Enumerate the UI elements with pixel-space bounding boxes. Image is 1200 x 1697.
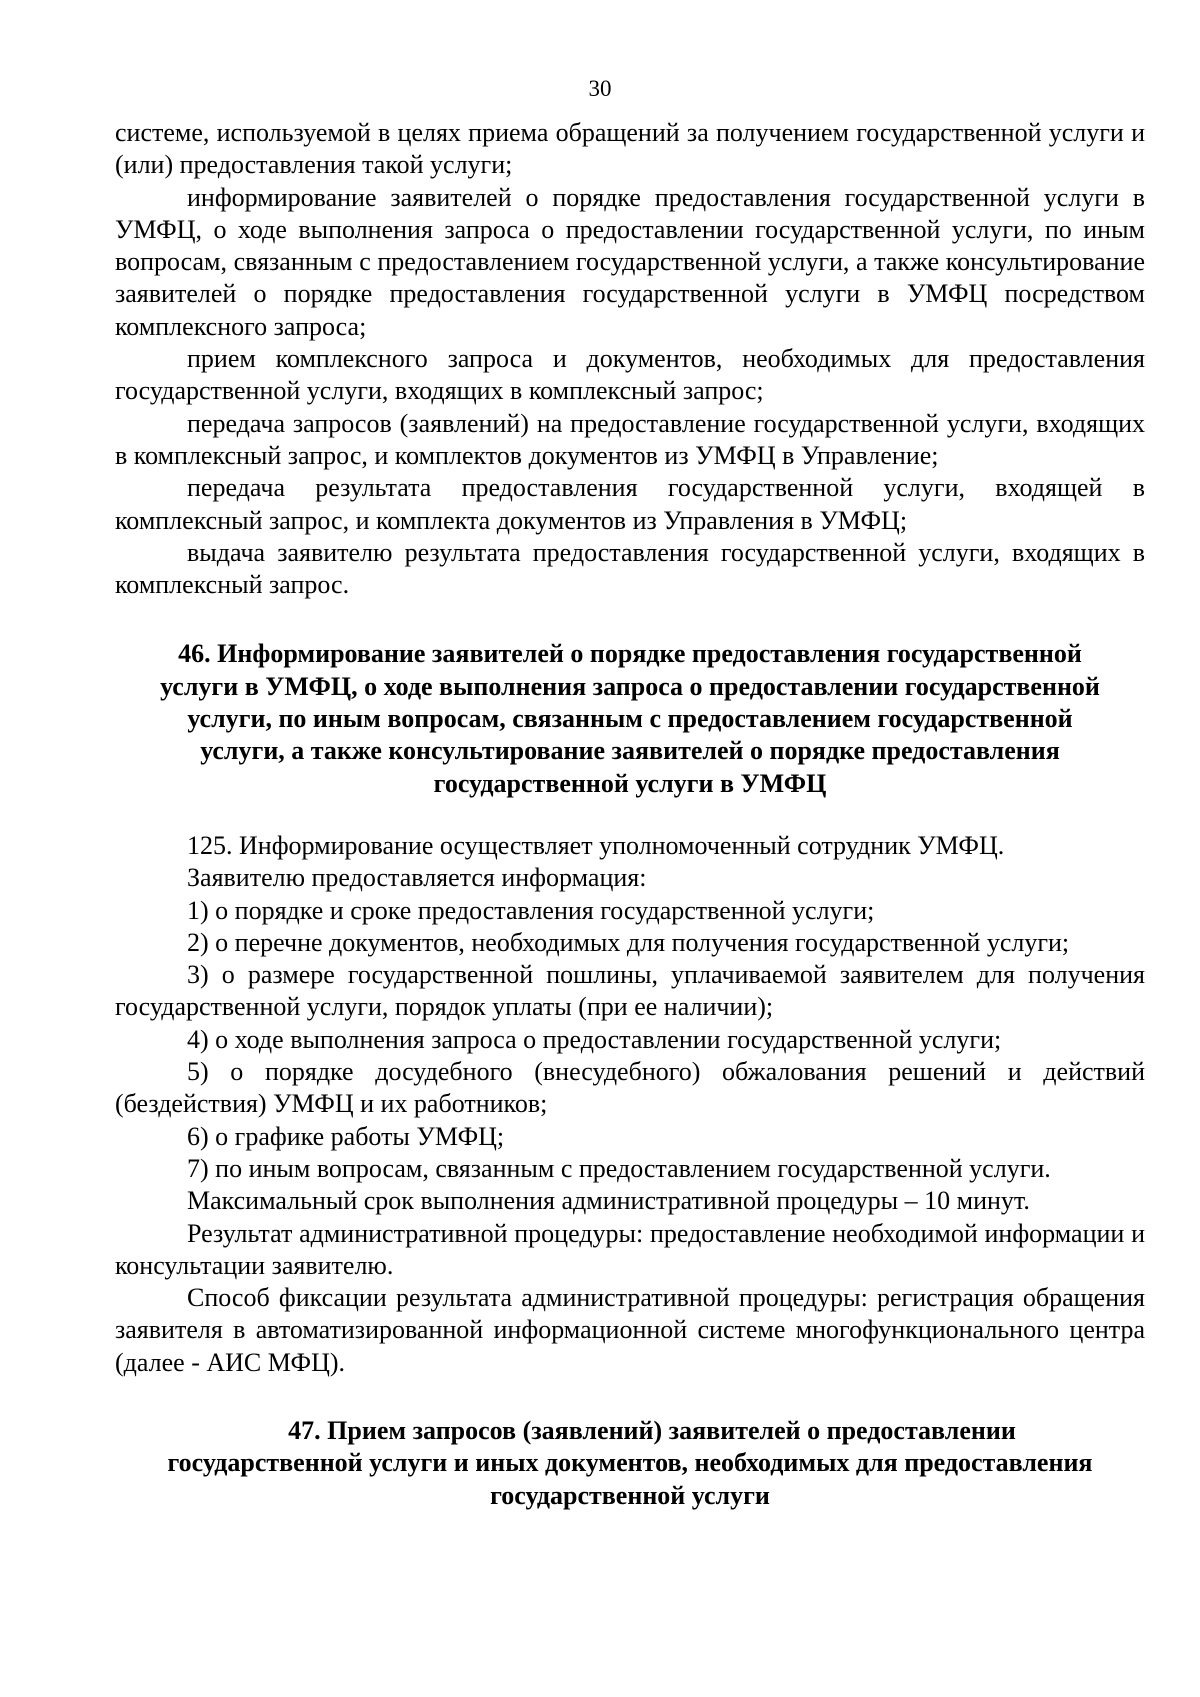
intro-paragraph-reception: прием комплексного запроса и документов, необходимых для предоставления государственной услуги, входящих в комплексный запрос; bbox=[115, 344, 1145, 406]
page-number: 30 bbox=[588, 76, 612, 101]
list-item-3: 3) о размере государственной пошлины, уплачиваемой заявителем для получения государственной услуги, порядок уплаты (при ее наличии); bbox=[115, 960, 1145, 1022]
section-46-heading bbox=[115, 638, 1145, 799]
list-item-7: 7) по иным вопросам, связанным с предоставлением государственной услуги. bbox=[187, 1153, 1051, 1183]
paragraph-info-intro: Заявителю предоставляется информация: bbox=[187, 863, 647, 893]
heading-line: государственной услуги и иных документов, необходимых для предоставления bbox=[167, 1448, 1093, 1478]
heading-line: услуги, а также консультирование заявителей о порядке предоставления bbox=[200, 736, 1060, 766]
list-item-4: 4) о ходе выполнения запроса о предоставлении государственной услуги; bbox=[187, 1024, 1002, 1054]
heading-line: 47. Прием запросов (заявлений) заявителей о предоставлении bbox=[288, 1415, 1016, 1445]
heading-line: государственной услуги в УМФЦ bbox=[433, 768, 827, 798]
list-item-2: 2) о перечне документов, необходимых для получения государственной услуги; bbox=[187, 927, 1070, 957]
document-body bbox=[115, 117, 1145, 1512]
intro-paragraph-informing: информирование заявителей о порядке предоставления государственной услуги в УМФЦ, о ходе выполнения запроса о предоставлении государственной услуги, по иным вопросам, связанным с предоставлением государственной услуги, а также консультирование заявителей о порядке предоставления государственной услуги в УМФЦ посредством комплексного запроса; bbox=[115, 182, 1145, 341]
heading-line: услуги, по иным вопросам, связанным с предоставлением государственной bbox=[187, 704, 1073, 734]
heading-line: государственной услуги bbox=[490, 1480, 770, 1510]
intro-paragraph-transfer-requests: передача запросов (заявлений) на предоставление государственной услуги, входящих в комплексный запрос, и комплектов документов из УМФЦ в Управление; bbox=[115, 408, 1145, 470]
heading-line: услуги в УМФЦ, о ходе выполнения запроса о предоставлении государственной bbox=[160, 671, 1100, 701]
paragraph-result: Результат административной процедуры: предоставление необходимой информации и консультации заявителю. bbox=[115, 1218, 1145, 1280]
paragraph-max-term: Максимальный срок выполнения административной процедуры – 10 минут. bbox=[187, 1186, 1030, 1216]
section-47-heading bbox=[115, 1415, 1145, 1512]
heading-line: 46. Информирование заявителей о порядке предоставления государственной bbox=[178, 639, 1082, 669]
intro-paragraph-continuation: системе, используемой в целях приема обращений за получением государственной услуги и (или) предоставления такой услуги; bbox=[115, 118, 1145, 180]
paragraph-125: 125. Информирование осуществляет уполномоченный сотрудник УМФЦ. bbox=[187, 830, 1005, 860]
list-item-1: 1) о порядке и сроке предоставления государственной услуги; bbox=[187, 895, 875, 925]
intro-paragraph-transfer-result: передача результата предоставления государственной услуги, входящей в комплексный запрос, и комплекта документов из Управления в УМФЦ; bbox=[115, 473, 1145, 535]
list-item-5: 5) о порядке досудебного (внесудебного) обжалования решений и действий (бездействия) УМФЦ и их работников; bbox=[115, 1057, 1145, 1119]
paragraph-fixation-method: Способ фиксации результата административной процедуры: регистрация обращения заявителя в автоматизированной информационной системе многофункционального центра (далее - АИС МФЦ). bbox=[115, 1283, 1145, 1377]
intro-paragraph-issuance: выдача заявителю результата предоставления государственной услуги, входящих в комплексный запрос. bbox=[115, 537, 1145, 600]
list-item-6: 6) о графике работы УМФЦ; bbox=[187, 1121, 505, 1151]
